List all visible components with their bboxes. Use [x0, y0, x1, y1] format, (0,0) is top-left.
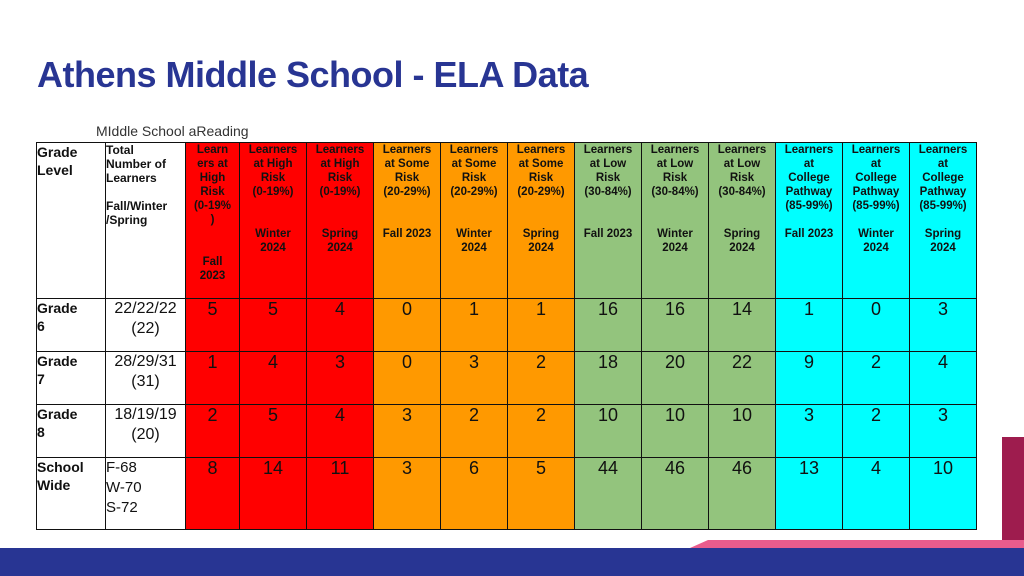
- header-line: Fall/Winter: [106, 199, 168, 213]
- data-cell: 10: [642, 405, 709, 458]
- row-total-line: 28/29/31: [114, 353, 177, 370]
- header-line: at Some: [518, 158, 564, 170]
- header-low-risk-winter: [642, 143, 709, 299]
- header-line: Number of: [106, 157, 166, 171]
- header-college-pathway-fall: [776, 143, 843, 299]
- row-total-line: (31): [131, 373, 160, 390]
- header-line: Winter: [858, 228, 894, 240]
- header-line: Grade: [37, 144, 78, 160]
- header-line: Learners: [382, 144, 432, 156]
- data-cell: 3: [910, 299, 977, 352]
- header-line: Risk: [260, 172, 286, 184]
- header-line: (30-84%): [718, 186, 766, 198]
- header-line: Learners: [918, 144, 968, 156]
- data-cell: 2: [186, 405, 240, 458]
- header-line: Risk: [662, 172, 688, 184]
- data-cell: 2: [441, 405, 508, 458]
- header-line: Pathway: [785, 186, 833, 198]
- header-line: (20-29%): [450, 186, 498, 198]
- header-line: ers at: [197, 158, 228, 170]
- data-cell: 5: [186, 299, 240, 352]
- data-cell: 13: [776, 458, 843, 530]
- row-total-line: F-68: [106, 459, 137, 476]
- table-subtitle: MIddle School aReading: [96, 123, 249, 139]
- data-cell: 11: [307, 458, 374, 530]
- header-gap: [307, 199, 373, 213]
- data-cell: 18: [575, 352, 642, 405]
- header-line: (30-84%): [651, 186, 699, 198]
- header-line: ): [210, 214, 215, 226]
- header-line: Learners: [851, 144, 901, 156]
- header-line: (0-19%: [193, 200, 232, 212]
- header-gap: [709, 213, 775, 227]
- row-label: [37, 458, 106, 530]
- header-line: Total: [106, 143, 134, 157]
- data-cell: 4: [910, 352, 977, 405]
- row-total-line: 18/19/19: [114, 406, 177, 423]
- row-total: [106, 458, 186, 530]
- data-cell: 1: [508, 299, 575, 352]
- header-line: (85-99%): [852, 200, 900, 212]
- data-cell: 2: [508, 352, 575, 405]
- header-some-risk-winter: [441, 143, 508, 299]
- header-some-risk-fall: [374, 143, 441, 299]
- data-cell: 0: [374, 352, 441, 405]
- data-cell: 3: [910, 405, 977, 458]
- header-line: Risk: [528, 172, 554, 184]
- row-label: [37, 352, 106, 405]
- row-label-line: 7: [37, 371, 45, 387]
- header-low-risk-fall: [575, 143, 642, 299]
- header-high-risk-winter: [240, 143, 307, 299]
- data-cell: 4: [843, 458, 910, 530]
- header-high-risk-fall: [186, 143, 240, 299]
- header-gap: [186, 241, 239, 255]
- header-gap: [106, 185, 185, 199]
- header-line: (0-19%): [319, 186, 361, 198]
- header-gap: [843, 213, 909, 227]
- data-cell: 46: [709, 458, 776, 530]
- row-label: [37, 299, 106, 352]
- accent-stripe: [690, 540, 1024, 548]
- data-cell: 46: [642, 458, 709, 530]
- header-line: Winter: [456, 228, 492, 240]
- header-line: Fall 2023: [583, 228, 633, 240]
- header-line: at Low: [589, 158, 627, 170]
- data-cell: 3: [441, 352, 508, 405]
- header-line: at Some: [384, 158, 430, 170]
- row-label-line: School: [37, 459, 84, 475]
- header-low-risk-spring: [709, 143, 776, 299]
- header-line: Spring: [522, 228, 560, 240]
- header-gap: [575, 213, 641, 227]
- data-cell: 2: [843, 405, 910, 458]
- header-line: Learners: [516, 144, 566, 156]
- header-line: Pathway: [919, 186, 967, 198]
- header-line: (30-84%): [584, 186, 632, 198]
- data-cell: 3: [374, 405, 441, 458]
- footer-bar: [0, 548, 1024, 576]
- row-label-line: Grade: [37, 353, 78, 369]
- data-cell: 22: [709, 352, 776, 405]
- header-gap: [776, 213, 842, 227]
- header-gap: [508, 199, 574, 213]
- table-row-grade-7: [37, 352, 977, 405]
- header-line: at Some: [451, 158, 497, 170]
- row-total-line: (20): [131, 426, 160, 443]
- table-row-school-wide: [37, 458, 977, 530]
- header-gap: [374, 213, 440, 227]
- header-line: Learners: [650, 144, 700, 156]
- data-cell: 10: [709, 405, 776, 458]
- header-line: Learn: [196, 144, 229, 156]
- row-total-line: 22/22/22: [114, 300, 177, 317]
- header-line: Learners: [315, 144, 365, 156]
- header-total-learners: [106, 143, 186, 299]
- data-cell: 16: [575, 299, 642, 352]
- header-gap: [374, 199, 440, 213]
- data-cell: 4: [307, 405, 374, 458]
- header-line: Risk: [394, 172, 420, 184]
- header-line: (20-29%): [517, 186, 565, 198]
- row-total-line: (22): [131, 320, 160, 337]
- header-gap: [240, 199, 306, 213]
- header-line: College: [922, 172, 964, 184]
- data-cell: 10: [910, 458, 977, 530]
- header-line: (20-29%): [383, 186, 431, 198]
- row-label: [37, 405, 106, 458]
- row-label-line: Grade: [37, 300, 78, 316]
- header-line: Winter: [657, 228, 693, 240]
- header-line: Fall 2023: [784, 228, 834, 240]
- data-cell: 1: [776, 299, 843, 352]
- header-gap: [186, 227, 239, 241]
- data-cell: 9: [776, 352, 843, 405]
- header-gap: [910, 213, 976, 227]
- header-line: at High: [253, 158, 293, 170]
- header-line: at High: [320, 158, 360, 170]
- header-college-pathway-winter: [843, 143, 910, 299]
- header-line: Winter: [255, 228, 291, 240]
- header-line: 2024: [930, 242, 956, 254]
- header-gap: [441, 199, 507, 213]
- data-cell: 5: [508, 458, 575, 530]
- header-line: Spring: [723, 228, 761, 240]
- header-line: 2024: [662, 242, 688, 254]
- header-line: 2024: [528, 242, 554, 254]
- header-gap: [575, 199, 641, 213]
- header-line: at: [870, 158, 882, 170]
- header-some-risk-spring: [508, 143, 575, 299]
- header-line: 2024: [729, 242, 755, 254]
- ela-data-table: [36, 142, 977, 530]
- header-line: (85-99%): [785, 200, 833, 212]
- header-line: at Low: [723, 158, 761, 170]
- row-total: [106, 299, 186, 352]
- header-line: Learners: [106, 171, 157, 185]
- data-cell: 8: [186, 458, 240, 530]
- header-line: Spring: [321, 228, 359, 240]
- page-title: Athens Middle School - ELA Data: [37, 54, 589, 95]
- row-label-line: 6: [37, 318, 45, 334]
- data-cell: 14: [240, 458, 307, 530]
- data-cell: 6: [441, 458, 508, 530]
- header-line: Learners: [717, 144, 767, 156]
- data-cell: 16: [642, 299, 709, 352]
- header-line: Fall 2023: [382, 228, 432, 240]
- header-line: (0-19%): [252, 186, 294, 198]
- header-line: Risk: [327, 172, 353, 184]
- header-line: Learners: [449, 144, 499, 156]
- header-line: (85-99%): [919, 200, 967, 212]
- header-gap: [441, 213, 507, 227]
- header-line: Risk: [595, 172, 621, 184]
- data-cell: 3: [776, 405, 843, 458]
- data-cell: 2: [508, 405, 575, 458]
- header-line: 2024: [461, 242, 487, 254]
- data-cell: 10: [575, 405, 642, 458]
- data-cell: 4: [240, 352, 307, 405]
- header-gap: [642, 213, 708, 227]
- row-total: [106, 352, 186, 405]
- table-row-grade-8: [37, 405, 977, 458]
- accent-block: [1002, 437, 1024, 548]
- header-line: /Spring: [106, 213, 148, 227]
- data-cell: 0: [843, 299, 910, 352]
- header-line: High: [199, 172, 226, 184]
- header-line: 2024: [327, 242, 353, 254]
- header-line: College: [788, 172, 830, 184]
- header-gap: [307, 213, 373, 227]
- header-line: Level: [37, 162, 73, 178]
- data-cell: 0: [374, 299, 441, 352]
- data-cell: 14: [709, 299, 776, 352]
- header-line: at Low: [656, 158, 694, 170]
- data-cell: 1: [186, 352, 240, 405]
- header-line: Risk: [729, 172, 755, 184]
- row-total: [106, 405, 186, 458]
- row-total-line: S-72: [106, 499, 138, 516]
- data-cell: 20: [642, 352, 709, 405]
- header-gap: [508, 213, 574, 227]
- header-line: Learners: [248, 144, 298, 156]
- header-gap: [240, 213, 306, 227]
- header-line: Learners: [784, 144, 834, 156]
- header-line: at: [803, 158, 815, 170]
- header-line: 2024: [260, 242, 286, 254]
- header-college-pathway-spring: [910, 143, 977, 299]
- data-cell: 44: [575, 458, 642, 530]
- header-gap: [642, 199, 708, 213]
- header-line: 2023: [199, 270, 226, 282]
- row-label-line: Grade: [37, 406, 78, 422]
- data-cell: 3: [307, 352, 374, 405]
- header-line: Learners: [583, 144, 633, 156]
- data-cell: 3: [374, 458, 441, 530]
- header-line: 2024: [863, 242, 889, 254]
- row-label-line: 8: [37, 424, 45, 440]
- header-gap: [709, 199, 775, 213]
- header-grade-level: [37, 143, 106, 299]
- header-line: College: [855, 172, 897, 184]
- header-line: Pathway: [852, 186, 900, 198]
- header-line: at: [937, 158, 949, 170]
- data-cell: 5: [240, 405, 307, 458]
- header-line: Spring: [924, 228, 962, 240]
- header-line: Fall: [202, 256, 223, 268]
- header-line: Risk: [461, 172, 487, 184]
- data-cell: 1: [441, 299, 508, 352]
- data-cell: 2: [843, 352, 910, 405]
- header-high-risk-spring: [307, 143, 374, 299]
- data-cell: 4: [307, 299, 374, 352]
- row-label-line: Wide: [37, 477, 71, 493]
- data-cell: 5: [240, 299, 307, 352]
- table-row-grade-6: [37, 299, 977, 352]
- header-line: Risk: [200, 186, 225, 198]
- row-total-line: W-70: [106, 479, 142, 496]
